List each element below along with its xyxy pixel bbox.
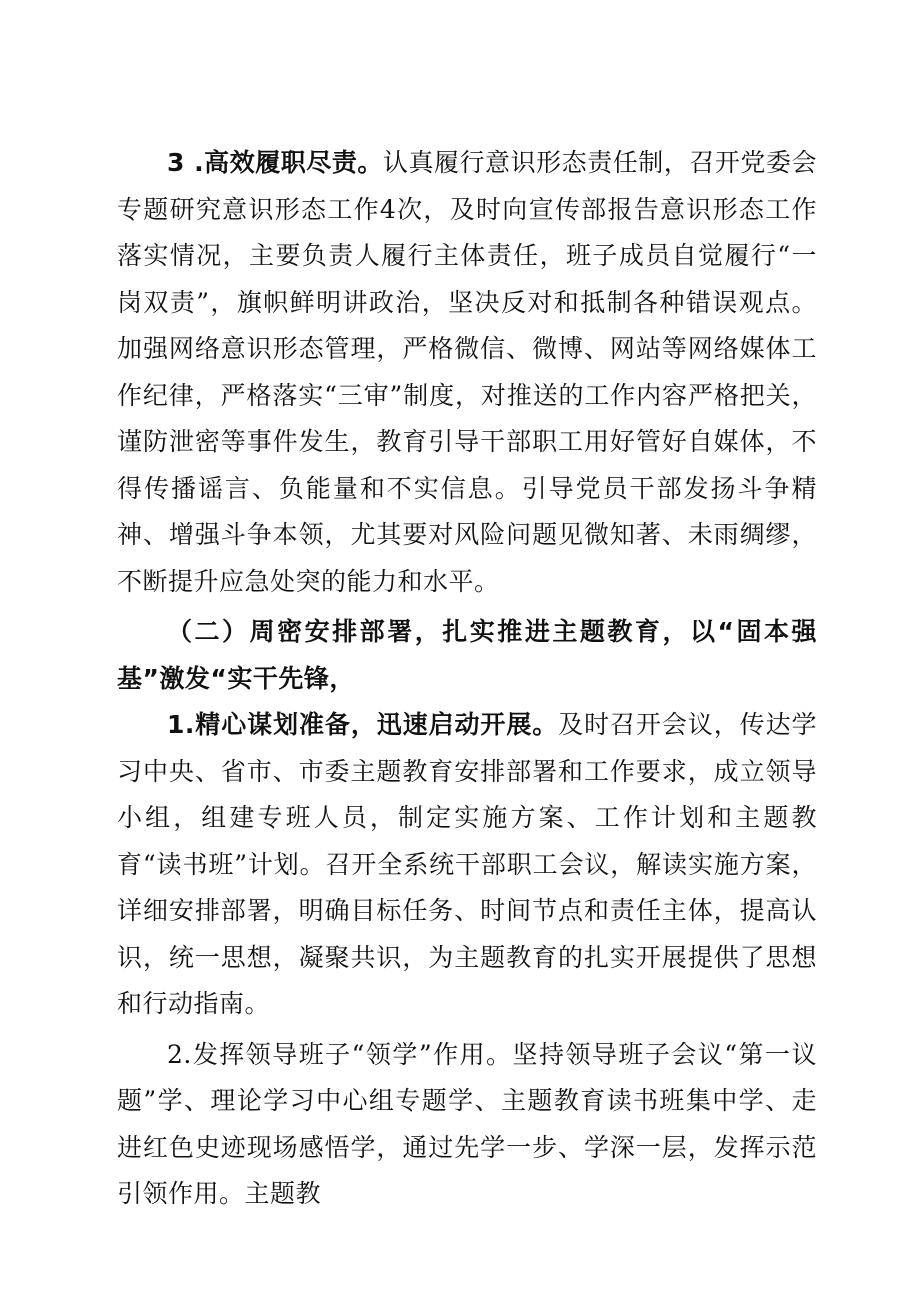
paragraph-careful-planning <box>117 702 817 1028</box>
paragraph-body: 认真履行意识形态责任制，召开党委会专题研究意识形态工作4次，及时向宣传部报告意识形态工作落实情况，主要负责人履行主体责任，班子成员自觉履行“一岗双责”，旗帜鲜明讲政治，坚决反对和抵制各种错误观点。加强网络意识形态管理，严格微信、微博、网站等网络媒体工作纪律，严格落实“三审”制度，对推送的工作内容严格把关，谨防泄密等事件发生，教育引导干部职工用好管好自媒体，不得传播谣言、负能量和不实信息。引导党员干部发扬斗争精神、增强斗争本领，尤其要对风险问题见微知著、未雨绸缪，不断提升应急处突的能力和水平。 <box>117 148 817 596</box>
paragraph-leadership-study <box>117 1032 817 1218</box>
paragraph-body: 及时召开会议，传达学习中央、省市、市委主题教育安排部署和工作要求，成立领导小组，组建专班人员，制定实施方案、工作计划和主题教育“读书班”计划。召开全系统干部职工会议，解读实施方案，详细安排部署，明确目标任务、时间节点和责任主体，提高认识，统一思想，凝聚共识，为主题教育的扎实开展提供了思想和行动指南。 <box>117 710 817 1018</box>
paragraph-efficient-duty <box>117 140 817 605</box>
paragraph-lead: 3 .高效履职尽责。 <box>167 148 383 177</box>
document-page <box>117 140 817 1218</box>
paragraph-body: 2.发挥领导班子“领学”作用。坚持领导班子会议“第一议题”学、理论学习中心组专题学、主题教育读书班集中学、走进红色史迹现场感悟学，通过先学一步、学深一层，发挥示范引领作用。主题教 <box>117 1039 817 1208</box>
section-heading: （二）周密安排部署，扎实推进主题教育，以“固本强基”激发“实干先锋， <box>117 617 817 693</box>
paragraph-lead: 1.精心谋划准备，迅速启动开展。 <box>167 710 559 739</box>
